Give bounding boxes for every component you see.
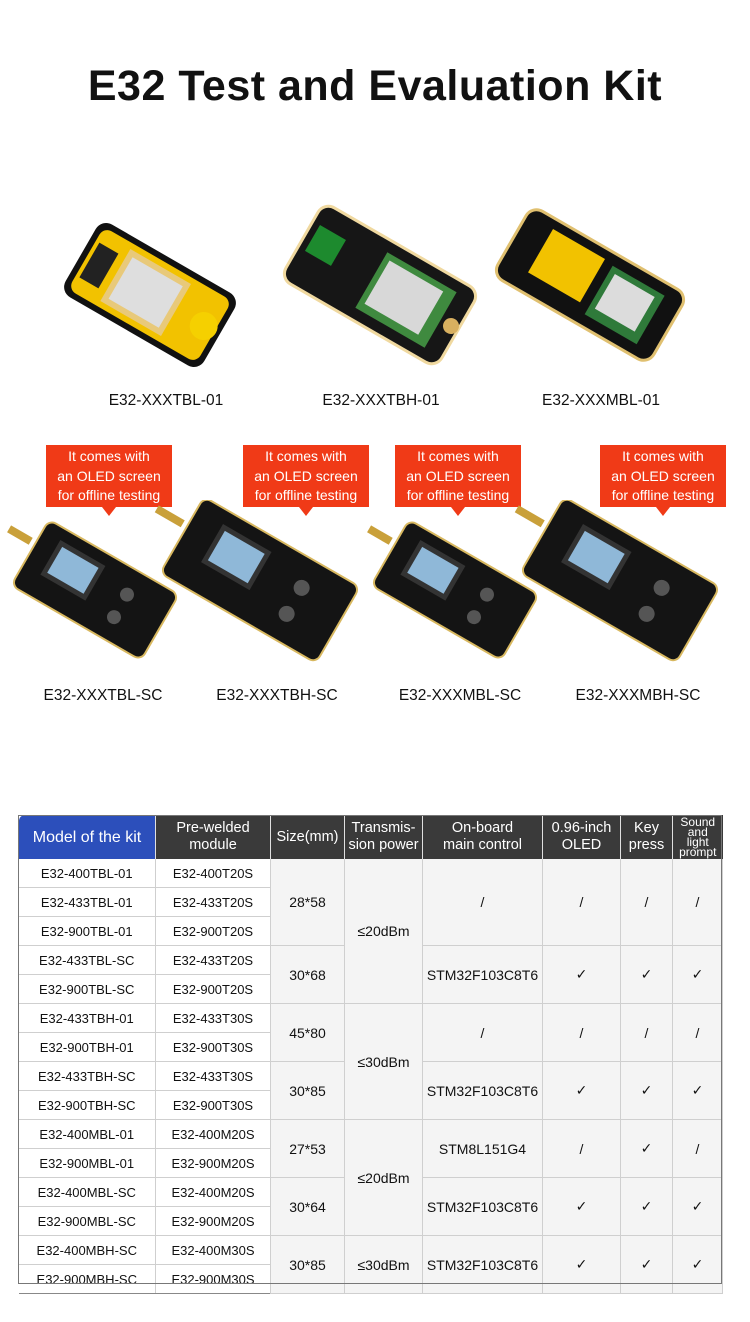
table-row [19, 1120, 723, 1149]
header-sound [673, 815, 723, 859]
cell-oled: ✓ [543, 946, 621, 1004]
callout-line: It comes with [622, 448, 704, 464]
cell-power: ≤30dBm [345, 1004, 423, 1120]
board-tbl01-image [60, 219, 241, 372]
cell-module: E32-900T20S [156, 975, 271, 1004]
cell-model: E32-900TBH-SC [19, 1091, 156, 1120]
table-row [19, 859, 723, 888]
cell-module: E32-900T30S [156, 1033, 271, 1062]
callout-line: for offline testing [57, 487, 161, 503]
table-row [19, 1004, 723, 1033]
cell-oled: ✓ [543, 1178, 621, 1236]
callout-line: It comes with [265, 448, 347, 464]
header-line: Sound [680, 815, 716, 829]
oled-callout [46, 445, 172, 507]
cell-model: E32-900MBL-01 [19, 1149, 156, 1178]
cell-module: E32-900T20S [156, 917, 271, 946]
callout-line: an OLED screen [611, 467, 715, 484]
spec-table [18, 815, 723, 1294]
cell-key: ✓ [621, 946, 673, 1004]
cell-control: / [423, 1004, 543, 1062]
cell-module: E32-433T20S [156, 888, 271, 917]
cell-size: 30*85 [271, 1062, 345, 1120]
header-oled [543, 815, 621, 859]
cell-module: E32-900T30S [156, 1091, 271, 1120]
cell-module: E32-433T20S [156, 946, 271, 975]
cell-power: ≤20dBm [345, 1120, 423, 1236]
cell-control: STM8L151G4 [423, 1120, 543, 1178]
cell-control: STM32F103C8T6 [423, 1062, 543, 1120]
cell-model: E32-400MBH-SC [19, 1236, 156, 1265]
cell-model: E32-433TBL-SC [19, 946, 156, 975]
cell-sound: / [673, 859, 723, 946]
oled-callout [395, 445, 521, 507]
cell-module: E32-900M30S [156, 1265, 271, 1294]
cell-sound: ✓ [673, 1178, 723, 1236]
cell-key: ✓ [621, 1178, 673, 1236]
cell-key: / [621, 859, 673, 946]
header-size: Size(mm) [271, 815, 345, 859]
header-line: and [687, 825, 708, 839]
board-tbh01-image [280, 202, 480, 368]
header-module [156, 815, 271, 859]
cell-model: E32-400TBL-01 [19, 859, 156, 888]
cell-oled: / [543, 859, 621, 946]
top-boards-image [0, 200, 750, 390]
cell-oled: ✓ [543, 1062, 621, 1120]
callout-line: an OLED screen [254, 467, 358, 484]
cell-sound: ✓ [673, 1062, 723, 1120]
header-control [423, 815, 543, 859]
header-line: 0.96-inch [551, 820, 612, 836]
product-label: E32-XXXMBH-SC [575, 687, 701, 704]
cell-sound: ✓ [673, 1236, 723, 1294]
cell-model: E32-900MBH-SC [19, 1265, 156, 1294]
cell-key: ✓ [621, 1236, 673, 1294]
cell-module: E32-900M20S [156, 1149, 271, 1178]
header-line: module [189, 837, 237, 853]
sc-boards-image [0, 500, 750, 680]
header-line: Pre-welded [176, 820, 250, 836]
product-label: E32-XXXMBL-SC [398, 687, 522, 704]
product-label: E32-XXXTBL-SC [43, 687, 163, 704]
cell-module: E32-400T20S [156, 859, 271, 888]
cell-key: / [621, 1004, 673, 1062]
cell-oled: ✓ [543, 1236, 621, 1294]
cell-model: E32-900TBL-SC [19, 975, 156, 1004]
cell-model: E32-433TBL-01 [19, 888, 156, 917]
product-label: E32-XXXTBH-SC [216, 687, 338, 704]
cell-power: ≤20dBm [345, 859, 423, 1004]
cell-control: STM32F103C8T6 [423, 1236, 543, 1294]
board-mbl01-image [492, 205, 688, 364]
cell-model: E32-433TBH-01 [19, 1004, 156, 1033]
cell-module: E32-400M20S [156, 1178, 271, 1207]
cell-module: E32-900M20S [156, 1207, 271, 1236]
header-key [621, 815, 673, 859]
oled-callout [600, 445, 726, 507]
header-line: Key [634, 820, 659, 836]
header-line: main control [443, 837, 522, 853]
cell-size: 30*68 [271, 946, 345, 1004]
cell-size: 30*64 [271, 1178, 345, 1236]
cell-power: ≤30dBm [345, 1236, 423, 1294]
cell-size: 45*80 [271, 1004, 345, 1062]
cell-control: STM32F103C8T6 [423, 1178, 543, 1236]
header-power [345, 815, 423, 859]
cell-size: 28*58 [271, 859, 345, 946]
cell-oled: / [543, 1120, 621, 1178]
board-tblsc-image [0, 505, 179, 661]
callout-line: an OLED screen [57, 467, 161, 484]
callout-line: It comes with [417, 448, 499, 464]
board-mbhsc-image [490, 500, 720, 663]
table-row [19, 1236, 723, 1265]
cell-model: E32-400MBL-SC [19, 1178, 156, 1207]
cell-size: 27*53 [271, 1120, 345, 1178]
cell-model: E32-900TBH-01 [19, 1033, 156, 1062]
cell-sound: / [673, 1120, 723, 1178]
oled-callout [243, 445, 369, 507]
board-mblsc-image [345, 505, 539, 661]
cell-module: E32-400M30S [156, 1236, 271, 1265]
cell-module: E32-400M20S [156, 1120, 271, 1149]
callout-line: It comes with [68, 448, 150, 464]
header-line: On-board [451, 820, 514, 836]
callout-line: for offline testing [254, 487, 358, 503]
cell-sound: / [673, 1004, 723, 1062]
cell-key: ✓ [621, 1062, 673, 1120]
cell-module: E32-433T30S [156, 1004, 271, 1033]
callout-line: for offline testing [611, 487, 715, 503]
cell-module: E32-433T30S [156, 1062, 271, 1091]
header-line: light [686, 835, 709, 849]
product-label: E32-XXXTBL-01 [108, 392, 224, 409]
cell-model: E32-900TBL-01 [19, 917, 156, 946]
cell-model: E32-433TBH-SC [19, 1062, 156, 1091]
cell-control: / [423, 859, 543, 946]
cell-model: E32-900MBL-SC [19, 1207, 156, 1236]
header-line: OLED [561, 837, 602, 853]
cell-model: E32-400MBL-01 [19, 1120, 156, 1149]
cell-oled: / [543, 1004, 621, 1062]
header-line: press [628, 837, 665, 853]
product-label: E32-XXXMBL-01 [541, 392, 661, 409]
page-title: E32 Test and Evaluation Kit [87, 62, 663, 110]
header-line: Transmis- [351, 820, 416, 836]
header-model: Model of the kit [19, 815, 156, 859]
callout-line: for offline testing [406, 487, 510, 503]
header-line: sion power [348, 837, 419, 853]
cell-key: ✓ [621, 1120, 673, 1178]
cell-control: STM32F103C8T6 [423, 946, 543, 1004]
board-tbhsc-image [130, 500, 360, 663]
table-header-row [19, 815, 723, 859]
cell-sound: ✓ [673, 946, 723, 1004]
cell-size: 30*85 [271, 1236, 345, 1294]
callout-line: an OLED screen [406, 467, 510, 484]
header-line: prompt [679, 845, 717, 859]
product-label: E32-XXXTBH-01 [322, 392, 440, 409]
